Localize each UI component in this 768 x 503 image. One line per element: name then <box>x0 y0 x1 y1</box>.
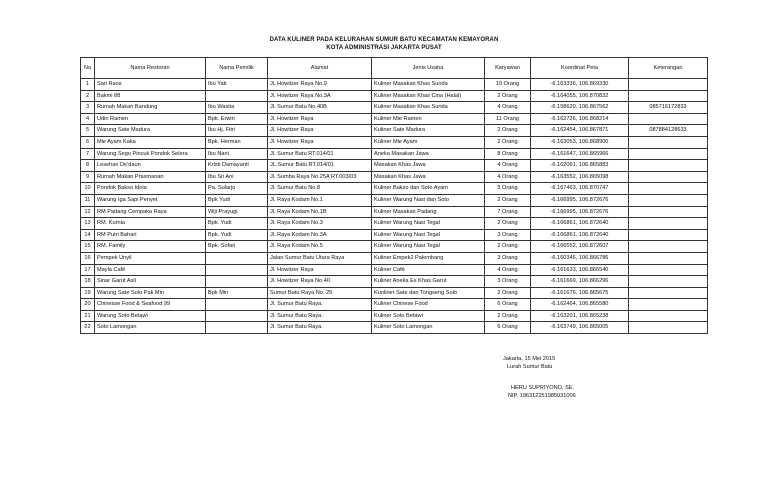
cell-restaurant-name: Warung Sate Solo Pak Min <box>95 287 206 299</box>
table-row <box>81 102 708 114</box>
cell-employees: 10 Orang <box>485 79 531 91</box>
table-row <box>81 299 708 311</box>
culinary-data-table <box>80 57 708 334</box>
cell-address: Jl. Sumur Batu Raya. <box>268 299 372 311</box>
cell-no: 18 <box>81 276 95 288</box>
cell-coordinates: -6.166552, 106.872607 <box>531 241 629 253</box>
cell-owner-name <box>206 299 268 311</box>
cell-employees: 2 Orang <box>485 287 531 299</box>
cell-no: 6 <box>81 136 95 148</box>
cell-coordinates: -6.161669, 106.866296 <box>531 276 629 288</box>
cell-address: Jl. Howitzer Raya No.3A <box>268 90 372 102</box>
cell-notes: 085716172833 <box>629 102 708 114</box>
cell-business-type: Kuliner Masakan Khas Sunda <box>372 79 485 91</box>
table-row <box>81 229 708 241</box>
cell-owner-name: Ibu Wastia <box>206 102 268 114</box>
header-coordinates: Koordinat Peta <box>531 58 629 79</box>
header-no: No <box>81 58 95 79</box>
cell-address: Jl. Howitzer Raya No.9 <box>268 79 372 91</box>
cell-no: 20 <box>81 299 95 311</box>
cell-coordinates: -6.166861, 106.872640 <box>531 229 629 241</box>
table-row <box>81 252 708 264</box>
cell-business-type: Kuliner Masakan Padang <box>372 206 485 218</box>
cell-no: 19 <box>81 287 95 299</box>
cell-restaurant-name: Udin Ramen <box>95 113 206 125</box>
cell-owner-name <box>206 276 268 288</box>
cell-business-type: Kuliner Warung Nasi Tegal <box>372 229 485 241</box>
cell-address: Jl. Raya Kodam No.1B <box>268 206 372 218</box>
cell-owner-name: Bpk. Yudi <box>206 229 268 241</box>
signature-name: HERU SUPRIYONO, SE. <box>511 385 575 391</box>
cell-coordinates: -6.160346, 106.866786 <box>531 252 629 264</box>
cell-address: Jl. Sumur Batu No.8 <box>268 183 372 195</box>
cell-restaurant-name: Soto Lamongan <box>95 322 206 334</box>
cell-owner-name <box>206 322 268 334</box>
cell-business-type: Kunliner Sate dan Tongseng Solo <box>372 287 485 299</box>
cell-notes <box>629 136 708 148</box>
cell-notes <box>629 310 708 322</box>
cell-notes <box>629 322 708 334</box>
cell-employees: 2 Orang <box>485 194 531 206</box>
table-row <box>81 322 708 334</box>
table-row <box>81 171 708 183</box>
table-header-row <box>81 58 708 79</box>
cell-coordinates: -6.162061, 106.865883 <box>531 160 629 172</box>
cell-notes <box>629 241 708 253</box>
cell-owner-name: Bpk Min <box>206 287 268 299</box>
cell-restaurant-name: Rumah Makan Prasmanan <box>95 171 206 183</box>
header-business-type: Jenis Usaha <box>372 58 485 79</box>
cell-no: 13 <box>81 218 95 230</box>
cell-address: Jl. Raya Kodam No.3A <box>268 229 372 241</box>
cell-restaurant-name: RM. Family <box>95 241 206 253</box>
document-subtitle: KOTA ADMINISTRASI JAKARTA PUSAT <box>326 45 442 51</box>
signature-place-date: Jakarta, 15 Mei 2015 <box>503 356 556 362</box>
cell-notes <box>629 252 708 264</box>
cell-employees: 3 Orang <box>485 252 531 264</box>
cell-owner-name: Bpk Yudi <box>206 194 268 206</box>
cell-notes <box>629 276 708 288</box>
cell-employees: 2 Orang <box>485 136 531 148</box>
cell-restaurant-name: RM Putri Bahari <box>95 229 206 241</box>
table-row <box>81 241 708 253</box>
cell-notes <box>629 194 708 206</box>
cell-restaurant-name: Bakmi 88 <box>95 90 206 102</box>
cell-no: 10 <box>81 183 95 195</box>
cell-employees: 4 Orang <box>485 264 531 276</box>
cell-coordinates: -6.161676, 106.865675 <box>531 287 629 299</box>
signature-position: Lurah Sumur Batu <box>507 364 553 370</box>
cell-owner-name <box>206 252 268 264</box>
cell-business-type: Kuliner Warung Nasi dan Soto <box>372 194 485 206</box>
cell-coordinates: -6.158620, 106.867562 <box>531 102 629 114</box>
cell-owner-name: Ibu Sri Ani <box>206 171 268 183</box>
cell-notes <box>629 264 708 276</box>
cell-owner-name: Pa. Sularjo <box>206 183 268 195</box>
cell-restaurant-name: RM. Kurnia <box>95 218 206 230</box>
cell-restaurant-name: RM Padang Cempaka Raya <box>95 206 206 218</box>
cell-no: 14 <box>81 229 95 241</box>
cell-coordinates: -6.163749, 106.865005 <box>531 322 629 334</box>
header-restaurant-name: Nama Restoran <box>95 58 206 79</box>
cell-address: Jl. Sumur Batu Raya. <box>268 310 372 322</box>
cell-address: Jl. Sumba Raya No.25A RT.003/03 <box>268 171 372 183</box>
table-row <box>81 183 708 195</box>
cell-restaurant-name: Warung Soto Betawi <box>95 310 206 322</box>
cell-restaurant-name: Pondok Bakso Idola <box>95 183 206 195</box>
cell-business-type: Kuliner Warung Nasi Tegal <box>372 241 485 253</box>
cell-address: Jl. Howitzer Raya No.40 <box>268 276 372 288</box>
cell-coordinates: -6.167463, 106.870747 <box>531 183 629 195</box>
cell-owner-name: Kristi Damayanti <box>206 160 268 172</box>
cell-employees: 4 Orang <box>485 171 531 183</box>
header-address: Alamat <box>268 58 372 79</box>
cell-coordinates: -6.166995, 106.872676 <box>531 206 629 218</box>
cell-employees: 11 Orang <box>485 113 531 125</box>
cell-owner-name <box>206 264 268 276</box>
cell-business-type: Kuliner Bakso dan Soto Ayam <box>372 183 485 195</box>
cell-coordinates: -6.164055, 106.870832 <box>531 90 629 102</box>
cell-coordinates: -6.163336, 106.869330 <box>531 79 629 91</box>
cell-notes <box>629 79 708 91</box>
cell-address: Jl. Raya Kodam No.5 <box>268 241 372 253</box>
cell-notes: 087884128633 <box>629 125 708 137</box>
table-row <box>81 276 708 288</box>
document-title: DATA KULINER PADA KELURAHAN SUMUR BATU KECAMATAN KEMAYORAN <box>269 37 499 43</box>
cell-no: 3 <box>81 102 95 114</box>
cell-notes <box>629 171 708 183</box>
cell-business-type: Kuliner Empek2 Palembang <box>372 252 485 264</box>
cell-owner-name: Bpk. Yudi <box>206 218 268 230</box>
cell-business-type: Kuliner Warung Nasi Tegal <box>372 218 485 230</box>
cell-no: 21 <box>81 310 95 322</box>
cell-employees: 2 Orang <box>485 218 531 230</box>
cell-business-type: Masakan Khas Jawa <box>372 171 485 183</box>
table-row <box>81 218 708 230</box>
cell-restaurant-name: Warung Iga Sapi Penyet <box>95 194 206 206</box>
cell-address: Jl. Howitzer Raya <box>268 125 372 137</box>
cell-restaurant-name: Pempek Unyil <box>95 252 206 264</box>
cell-no: 2 <box>81 90 95 102</box>
signature-nip: NIP. 196312251985031006 <box>508 393 576 399</box>
cell-owner-name: Bpk. Erwin <box>206 113 268 125</box>
cell-address: Jl. Howitzer Raya <box>268 264 372 276</box>
cell-restaurant-name: Warung Sego Pincuk Pondok Selera <box>95 148 206 160</box>
cell-employees: 7 Orang <box>485 206 531 218</box>
cell-address: JL.Sumur Batu RT.014/01 <box>268 160 372 172</box>
cell-no: 12 <box>81 206 95 218</box>
cell-business-type: Kuliner Soto Betawi <box>372 310 485 322</box>
cell-employees: 4 Orang <box>485 102 531 114</box>
cell-no: 7 <box>81 148 95 160</box>
cell-coordinates: -6.161647, 106.865966 <box>531 148 629 160</box>
cell-coordinates: -6.162464, 106.865580 <box>531 299 629 311</box>
cell-business-type: Kuliner Sate Madura <box>372 125 485 137</box>
cell-coordinates: -6.166995, 106.872676 <box>531 194 629 206</box>
cell-employees: 2 Orang <box>485 90 531 102</box>
cell-no: 22 <box>81 322 95 334</box>
table-row <box>81 79 708 91</box>
cell-coordinates: -6.166861, 106.872640 <box>531 218 629 230</box>
cell-employees: 2 Orang <box>485 241 531 253</box>
cell-owner-name: Ibu Yati <box>206 79 268 91</box>
cell-restaurant-name: Mayla Café <box>95 264 206 276</box>
cell-address: Jl. Sumur Batu No.40B <box>268 102 372 114</box>
cell-coordinates: -6.163201, 106.865238 <box>531 310 629 322</box>
cell-owner-name <box>206 90 268 102</box>
cell-restaurant-name: Lesehan De'daun <box>95 160 206 172</box>
cell-coordinates: -6.163053, 106.868900 <box>531 136 629 148</box>
cell-no: 5 <box>81 125 95 137</box>
cell-coordinates: -6.161633, 106.866540 <box>531 264 629 276</box>
cell-no: 11 <box>81 194 95 206</box>
cell-coordinates: -6.162726, 106.868214 <box>531 113 629 125</box>
cell-business-type: Kuliner Aneka Es Khas Garut <box>372 276 485 288</box>
cell-address: Jl. Sumur Batu Raya. <box>268 322 372 334</box>
cell-employees: 6 Orang <box>485 299 531 311</box>
cell-employees: 4 Orang <box>485 160 531 172</box>
cell-employees: 3 Orang <box>485 276 531 288</box>
cell-no: 4 <box>81 113 95 125</box>
cell-address: Sumur Batu Raya No. 25 <box>268 287 372 299</box>
cell-business-type: Kuliner Masakan Khas Cina (Halal) <box>372 90 485 102</box>
table-row <box>81 264 708 276</box>
cell-coordinates: -6.162454, 106.867871 <box>531 125 629 137</box>
cell-owner-name: Ibu Hj. Fitri <box>206 125 268 137</box>
table-row <box>81 206 708 218</box>
cell-address: Jl. Howitzer Raya <box>268 136 372 148</box>
cell-notes <box>629 229 708 241</box>
cell-owner-name: Ibu Nani <box>206 148 268 160</box>
table-row <box>81 194 708 206</box>
table-row <box>81 310 708 322</box>
cell-business-type: Kuliner Café <box>372 264 485 276</box>
cell-no: 9 <box>81 171 95 183</box>
cell-employees: 2 Orang <box>485 310 531 322</box>
cell-notes <box>629 160 708 172</box>
header-owner-name: Nama Pemilik <box>206 58 268 79</box>
cell-business-type: Kuliner Soto Lamongan <box>372 322 485 334</box>
cell-owner-name: Wiji Prayugi <box>206 206 268 218</box>
table-row <box>81 90 708 102</box>
cell-restaurant-name: Mie Ayam Kaka <box>95 136 206 148</box>
cell-owner-name <box>206 310 268 322</box>
cell-employees: 6 Orang <box>485 322 531 334</box>
table-row <box>81 287 708 299</box>
cell-notes <box>629 113 708 125</box>
cell-business-type: Kuliner Chinese Food <box>372 299 485 311</box>
table-row <box>81 136 708 148</box>
cell-business-type: Masakan Khas Jawa <box>372 160 485 172</box>
cell-business-type: Kuliner Mie Ramen <box>372 113 485 125</box>
cell-coordinates: -6.163552, 106.865098 <box>531 171 629 183</box>
cell-employees: 2 Orang <box>485 125 531 137</box>
cell-address: Jl. Howitzer Raya <box>268 113 372 125</box>
table-row <box>81 160 708 172</box>
cell-no: 16 <box>81 252 95 264</box>
cell-notes <box>629 299 708 311</box>
cell-employees: 8 Orang <box>485 148 531 160</box>
cell-restaurant-name: Rumah Makan Bandung <box>95 102 206 114</box>
cell-restaurant-name: Sari Raos <box>95 79 206 91</box>
cell-owner-name: Bpk. Herman <box>206 136 268 148</box>
cell-business-type: Kuliner Mie Ayam <box>372 136 485 148</box>
cell-no: 17 <box>81 264 95 276</box>
cell-address: Jl. Raya Kodam No.1 <box>268 194 372 206</box>
table-row <box>81 148 708 160</box>
cell-notes <box>629 218 708 230</box>
cell-address: Jl. Sumur Batu RT.014/01 <box>268 148 372 160</box>
cell-restaurant-name: Chinesse Food & Seafood 99 <box>95 299 206 311</box>
cell-employees: 3 Orang <box>485 229 531 241</box>
header-employees: Karyawan <box>485 58 531 79</box>
cell-no: 15 <box>81 241 95 253</box>
header-notes: Keterangan <box>629 58 708 79</box>
cell-address: Jl. Raya Kodam No.3 <box>268 218 372 230</box>
cell-business-type: Kuliner Masakan Khas Sunda <box>372 102 485 114</box>
cell-restaurant-name: Sinar Garut Asli <box>95 276 206 288</box>
table-row <box>81 113 708 125</box>
cell-no: 1 <box>81 79 95 91</box>
table-row <box>81 125 708 137</box>
cell-owner-name: Bpk. Sofari <box>206 241 268 253</box>
cell-restaurant-name: Warung Sate Madura <box>95 125 206 137</box>
cell-notes <box>629 90 708 102</box>
cell-no: 8 <box>81 160 95 172</box>
cell-employees: 5 Orang <box>485 183 531 195</box>
cell-business-type: Aneka Masakan Jawa <box>372 148 485 160</box>
cell-notes <box>629 206 708 218</box>
cell-address: Jalan Sumur Batu Utara Raya <box>268 252 372 264</box>
cell-notes <box>629 148 708 160</box>
cell-notes <box>629 183 708 195</box>
cell-notes <box>629 287 708 299</box>
